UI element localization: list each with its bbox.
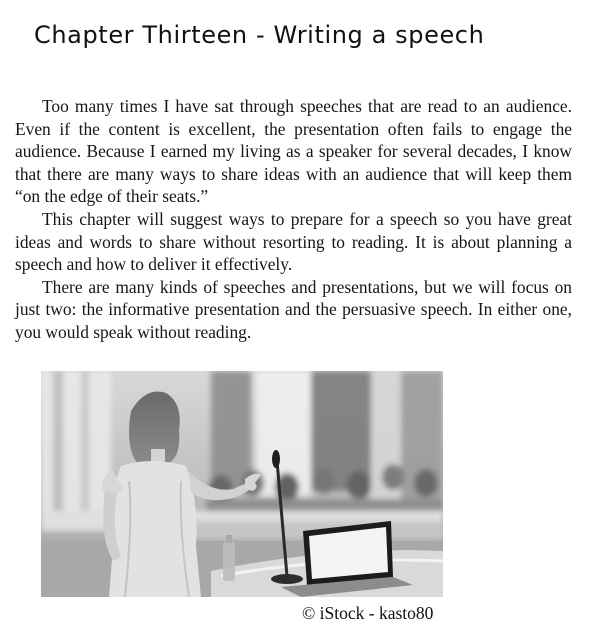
photo-credit: © iStock - kasto80 [302,603,434,623]
body-text [15,95,572,344]
paragraph-2: This chapter will suggest ways to prepare for a speech so you have great ideas and words to share without resorting to reading. It is about planning a speech and how to deliver it effectively. [15,208,572,275]
paragraph-1: Too many times I have sat through speeches that are read to an audience. Even if the content is excellent, the presentation often fails to engage the audience. Because I earned my living as a speaker for several decades, I know that there are many ways to share ideas with an audience that will keep them “on the edge of their seats.” [15,96,572,207]
speaker-photo-illustration [41,371,443,597]
chapter-title: Chapter Thirteen - Writing a speech [34,21,485,49]
speaker-photo [41,371,443,597]
paragraph-3: There are many kinds of speeches and presentations, but we will focus on just two: the informative presentation and the persuasive speech. In either one, you would speak without reading. [15,276,572,342]
